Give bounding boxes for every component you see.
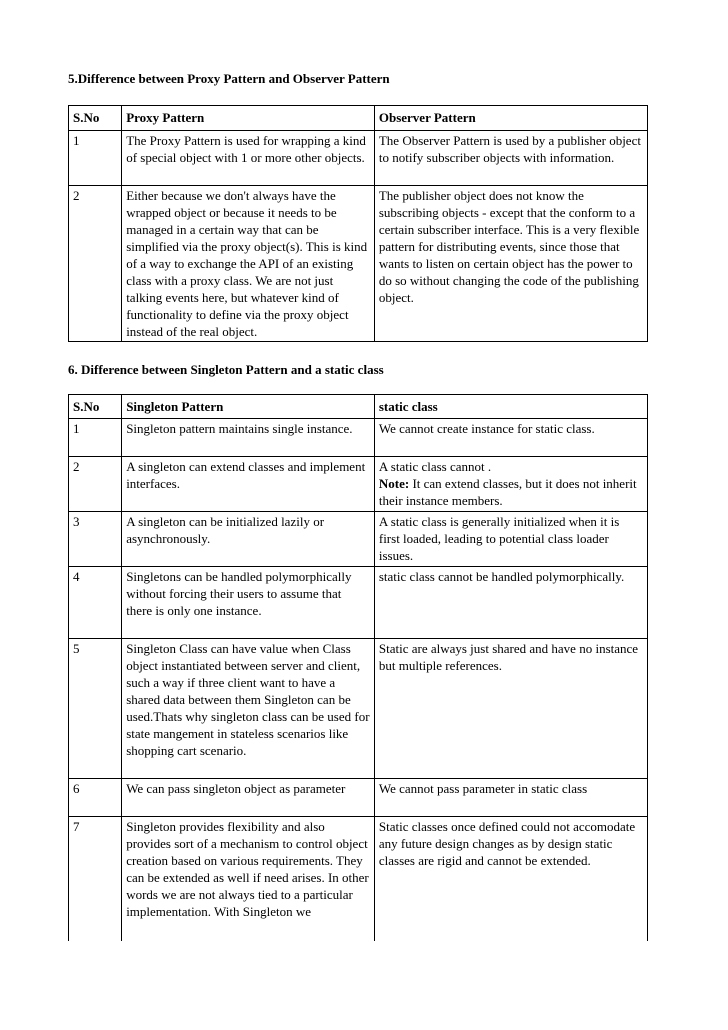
proxy-vs-observer-table [68, 105, 648, 342]
cell-sno: 5 [69, 639, 122, 779]
cell-sno: 2 [69, 457, 122, 512]
cell-sno: 2 [69, 186, 122, 342]
table-row [69, 457, 648, 512]
column-header-proxy: Proxy Pattern [122, 106, 375, 131]
singleton-vs-static-table [68, 394, 648, 941]
cell-sno: 6 [69, 779, 122, 817]
table-row [69, 639, 648, 779]
cell-singleton: Singletons can be handled polymorphically without forcing their users to assume that there is only one instance. [122, 567, 375, 639]
cell-static: A static class is generally initialized when it is first loaded, leading to potential class loader issues. [374, 512, 647, 567]
table-row [69, 567, 648, 639]
cell-static: We cannot pass parameter in static class [374, 779, 647, 817]
table-header-row [69, 395, 648, 419]
column-header-observer: Observer Pattern [374, 106, 647, 131]
table-row [69, 131, 648, 186]
table-header-row [69, 106, 648, 131]
column-header-sno: S.No [69, 395, 122, 419]
cell-sno: 3 [69, 512, 122, 567]
note-label: Note: [378, 476, 410, 491]
cell-observer: The publisher object does not know the subscribing objects - except that the conform to a certain subscriber interface. This is a very flexible pattern for distributing events, since those that wants to listen on certain object has the power to do so without changing the code of the publishing object. [374, 186, 647, 342]
section-5-heading: 5.Difference between Proxy Pattern and Observer Pattern [68, 71, 390, 86]
cell-static: We cannot create instance for static class. [374, 419, 647, 457]
table-row [69, 419, 648, 457]
table-row [69, 512, 648, 567]
cell-static-line: A static class cannot . [378, 459, 492, 474]
cell-singleton: Singleton provides flexibility and also provides sort of a mechanism to control object creation based on various requirements. They can be extended as well if need arises. In other words we are not always tied to a particular implementation. With Singleton we [122, 817, 375, 941]
table-row [69, 779, 648, 817]
column-header-sno: S.No [69, 106, 122, 131]
cell-static: Static are always just shared and have no instance but multiple references. [374, 639, 647, 779]
note-text: It can extend classes, but it does not inherit their instance members. [378, 476, 637, 508]
cell-proxy: The Proxy Pattern is used for wrapping a kind of special object with 1 or more other objects. [122, 131, 375, 186]
cell-singleton: Singleton pattern maintains single instance. [122, 419, 375, 457]
table-row [69, 817, 648, 941]
cell-singleton: A singleton can be initialized lazily or asynchronously. [122, 512, 375, 567]
cell-sno: 7 [69, 817, 122, 941]
cell-sno: 4 [69, 567, 122, 639]
cell-singleton: Singleton Class can have value when Class object instantiated between server and client, such a way if three client want to have a shared data between them Singleton can be used.Thats why singleton class can be used for state mangement in stateless scenarios like shopping cart scenario. [122, 639, 375, 779]
cell-sno: 1 [69, 419, 122, 457]
cell-observer: The Observer Pattern is used by a publisher object to notify subscriber objects with information. [374, 131, 647, 186]
cell-static [374, 457, 647, 512]
cell-sno: 1 [69, 131, 122, 186]
column-header-singleton: Singleton Pattern [122, 395, 375, 419]
cell-proxy: Either because we don't always have the wrapped object or because it needs to be managed in a certain way that can be simplified via the proxy object(s). This is kind of a way to exchange the API of an existing class with a proxy class. We are not just talking events here, but whatever kind of functionality to define via the proxy object instead of the real object. [122, 186, 375, 342]
cell-singleton: A singleton can extend classes and implement interfaces. [122, 457, 375, 512]
cell-static: static class cannot be handled polymorphically. [374, 567, 647, 639]
column-header-static: static class [374, 395, 647, 419]
section-6-heading: 6. Difference between Singleton Pattern and a static class [68, 362, 384, 377]
cell-static: Static classes once defined could not accomodate any future design changes as by design static classes are rigid and cannot be extended. [374, 817, 647, 941]
cell-singleton: We can pass singleton object as parameter [122, 779, 375, 817]
table-row [69, 186, 648, 342]
